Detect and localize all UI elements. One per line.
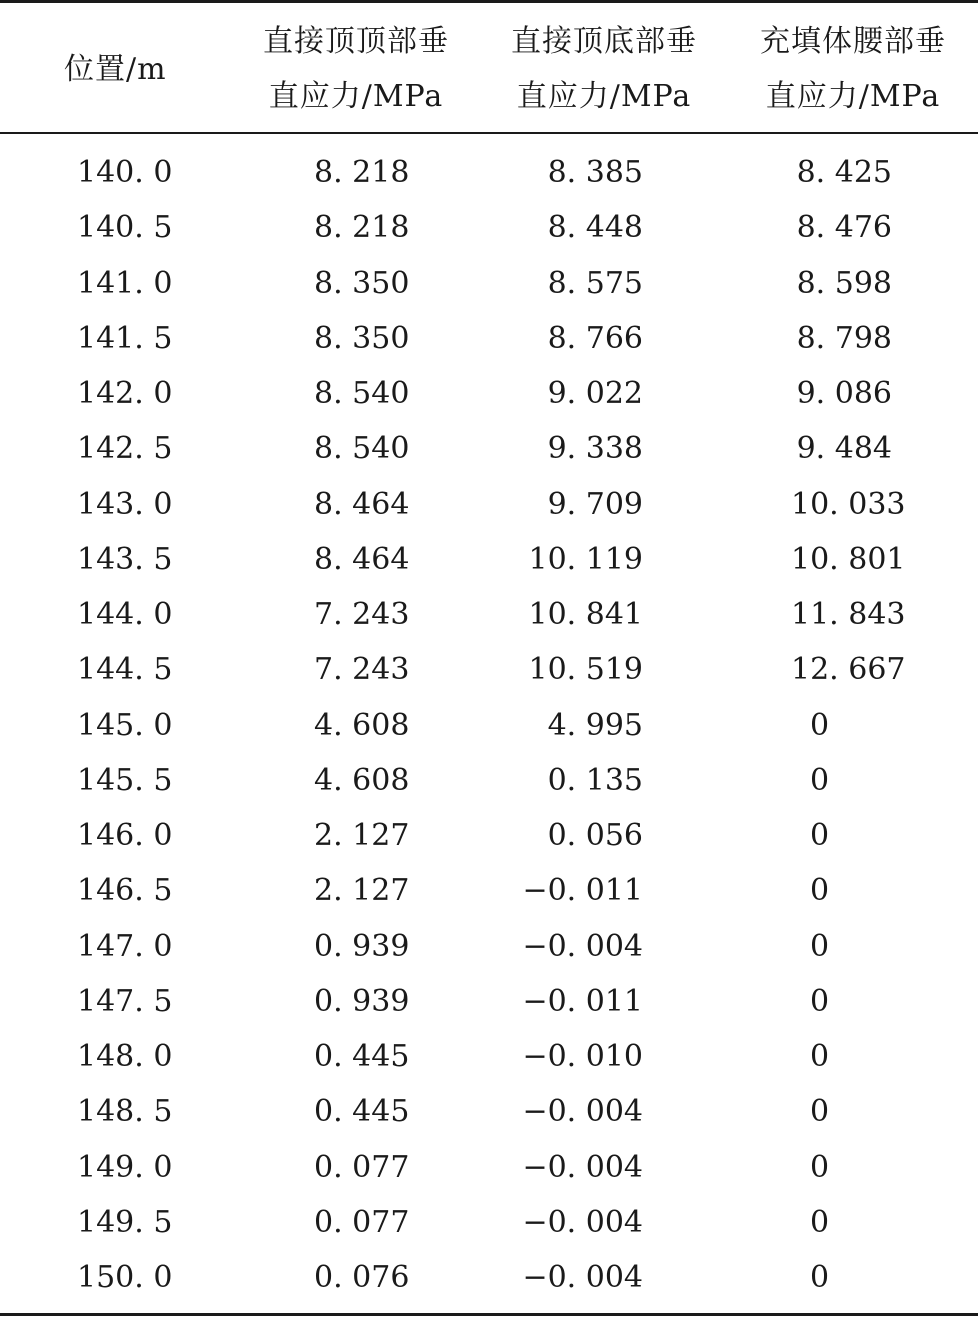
cell-roof-top-stress: 8. 464 (314, 486, 410, 522)
cell-roof-bottom-stress: −0. 004 (522, 928, 643, 964)
cell-roof-bottom-stress: 8. 385 (547, 155, 643, 190)
table-row (0, 808, 978, 863)
cell-roof-bottom-stress: 9. 338 (547, 431, 643, 467)
table-row (0, 256, 978, 311)
table-body (0, 145, 978, 1305)
cell-roof-top-stress: 7. 243 (314, 597, 410, 632)
cell-roof-bottom-stress: −0. 004 (522, 1260, 643, 1295)
cell-roof-bottom-stress: 0. 135 (547, 762, 643, 798)
cell-roof-top-stress: 8. 350 (314, 320, 410, 356)
header-roof-bottom-stress-line1: 直接顶底部垂 (511, 24, 697, 59)
cell-backfill-waist-stress: 0 (810, 873, 830, 909)
cell-backfill-waist-stress: 0 (810, 928, 830, 964)
cell-position: 143. 0 (77, 486, 173, 522)
table-row (0, 421, 978, 476)
table-row (0, 366, 978, 421)
cell-roof-top-stress: 8. 218 (314, 155, 410, 190)
header-roof-bottom-stress (484, 14, 724, 124)
cell-position: 148. 0 (77, 1039, 173, 1074)
cell-roof-bottom-stress: 10. 841 (528, 597, 643, 632)
cell-position: 145. 5 (77, 762, 173, 798)
cell-roof-bottom-stress: 0. 056 (547, 818, 643, 853)
cell-backfill-waist-stress: 0 (810, 1204, 830, 1240)
cell-roof-top-stress: 8. 218 (314, 210, 410, 246)
cell-roof-top-stress: 8. 464 (314, 541, 410, 577)
cell-roof-bottom-stress: 9. 709 (547, 486, 643, 522)
header-position: 位置/m (64, 52, 167, 87)
cell-position: 147. 0 (77, 928, 173, 964)
cell-position: 148. 5 (77, 1094, 173, 1130)
cell-roof-bottom-stress: 10. 119 (528, 541, 643, 577)
table-row (0, 1084, 978, 1139)
header-backfill-waist-stress-line1: 充填体腰部垂 (760, 24, 946, 59)
header-roof-top-stress-line1: 直接顶顶部垂 (263, 24, 449, 59)
cell-position: 142. 5 (77, 431, 173, 467)
cell-position: 140. 0 (77, 155, 173, 190)
cell-roof-top-stress: 8. 540 (314, 376, 410, 411)
cell-backfill-waist-stress: 12. 667 (791, 652, 906, 688)
table-bottom-rule (0, 1313, 978, 1316)
cell-position: 144. 5 (77, 652, 173, 688)
table-row (0, 698, 978, 753)
cell-position: 142. 0 (77, 376, 173, 411)
table-row (0, 532, 978, 587)
cell-position: 141. 5 (77, 320, 173, 356)
cell-position: 149. 0 (77, 1149, 173, 1185)
cell-backfill-waist-stress: 10. 801 (791, 541, 906, 577)
cell-backfill-waist-stress: 0 (810, 1039, 830, 1074)
cell-roof-top-stress: 2. 127 (314, 818, 410, 853)
cell-roof-top-stress: 4. 608 (314, 707, 410, 743)
cell-roof-bottom-stress: −0. 010 (522, 1039, 643, 1074)
cell-roof-top-stress: 0. 939 (314, 983, 410, 1019)
cell-position: 146. 0 (77, 818, 173, 853)
cell-backfill-waist-stress: 0 (810, 818, 830, 853)
cell-roof-top-stress: 8. 540 (314, 431, 410, 467)
cell-roof-top-stress: 4. 608 (314, 762, 410, 798)
table-row (0, 145, 978, 200)
cell-backfill-waist-stress: 0 (810, 1094, 830, 1130)
table-row (0, 642, 978, 697)
cell-backfill-waist-stress: 0 (810, 983, 830, 1019)
cell-roof-top-stress: 7. 243 (314, 652, 410, 688)
header-backfill-waist-stress (733, 14, 973, 124)
cell-roof-top-stress: 2. 127 (314, 873, 410, 909)
cell-backfill-waist-stress: 8. 425 (796, 155, 892, 190)
table-row (0, 200, 978, 255)
cell-backfill-waist-stress: 9. 086 (796, 376, 892, 411)
cell-roof-bottom-stress: −0. 004 (522, 1094, 643, 1130)
cell-position: 141. 0 (77, 265, 173, 301)
cell-position: 144. 0 (77, 597, 173, 632)
cell-position: 147. 5 (77, 983, 173, 1019)
table-header-rule (0, 132, 978, 134)
cell-roof-bottom-stress: 9. 022 (547, 376, 643, 411)
cell-backfill-waist-stress: 0 (810, 707, 830, 743)
table-row (0, 1140, 978, 1195)
header-backfill-waist-stress-line2: 直应力/MPa (765, 79, 941, 114)
table-row (0, 974, 978, 1029)
cell-position: 146. 5 (77, 873, 173, 909)
cell-backfill-waist-stress: 9. 484 (796, 431, 892, 467)
cell-roof-bottom-stress: 8. 766 (547, 320, 643, 356)
cell-backfill-waist-stress: 0 (810, 762, 830, 798)
cell-position: 140. 5 (77, 210, 173, 246)
cell-roof-top-stress: 0. 445 (314, 1039, 410, 1074)
header-roof-bottom-stress-line2: 直应力/MPa (516, 79, 692, 114)
table-row (0, 587, 978, 642)
cell-backfill-waist-stress: 0 (810, 1260, 830, 1295)
table-top-rule (0, 0, 978, 3)
cell-roof-top-stress: 0. 077 (314, 1149, 410, 1185)
cell-roof-bottom-stress: 4. 995 (547, 707, 643, 743)
table-row (0, 1250, 978, 1305)
cell-roof-top-stress: 0. 939 (314, 928, 410, 964)
cell-roof-bottom-stress: −0. 011 (522, 873, 643, 909)
cell-roof-bottom-stress: −0. 004 (522, 1204, 643, 1240)
table-row (0, 753, 978, 808)
cell-backfill-waist-stress: 8. 798 (796, 320, 892, 356)
cell-roof-bottom-stress: 8. 575 (547, 265, 643, 301)
cell-roof-top-stress: 8. 350 (314, 265, 410, 301)
table-row (0, 477, 978, 532)
cell-backfill-waist-stress: 8. 476 (796, 210, 892, 246)
header-roof-top-stress-line2: 直应力/MPa (268, 79, 444, 114)
cell-position: 143. 5 (77, 541, 173, 577)
cell-roof-bottom-stress: −0. 004 (522, 1149, 643, 1185)
cell-position: 150. 0 (77, 1260, 173, 1295)
table-row (0, 1195, 978, 1250)
table-row (0, 311, 978, 366)
cell-backfill-waist-stress: 8. 598 (796, 265, 892, 301)
table-row (0, 863, 978, 918)
cell-position: 145. 0 (77, 707, 173, 743)
cell-roof-top-stress: 0. 445 (314, 1094, 410, 1130)
table-row (0, 1029, 978, 1084)
cell-roof-top-stress: 0. 077 (314, 1204, 410, 1240)
cell-backfill-waist-stress: 0 (810, 1149, 830, 1185)
cell-roof-bottom-stress: −0. 011 (522, 983, 643, 1019)
cell-roof-bottom-stress: 10. 519 (528, 652, 643, 688)
cell-position: 149. 5 (77, 1204, 173, 1240)
cell-roof-bottom-stress: 8. 448 (547, 210, 643, 246)
table-row (0, 919, 978, 974)
cell-backfill-waist-stress: 10. 033 (791, 486, 906, 522)
header-roof-top-stress (236, 14, 476, 124)
cell-backfill-waist-stress: 11. 843 (791, 597, 906, 632)
cell-roof-top-stress: 0. 076 (314, 1260, 410, 1295)
